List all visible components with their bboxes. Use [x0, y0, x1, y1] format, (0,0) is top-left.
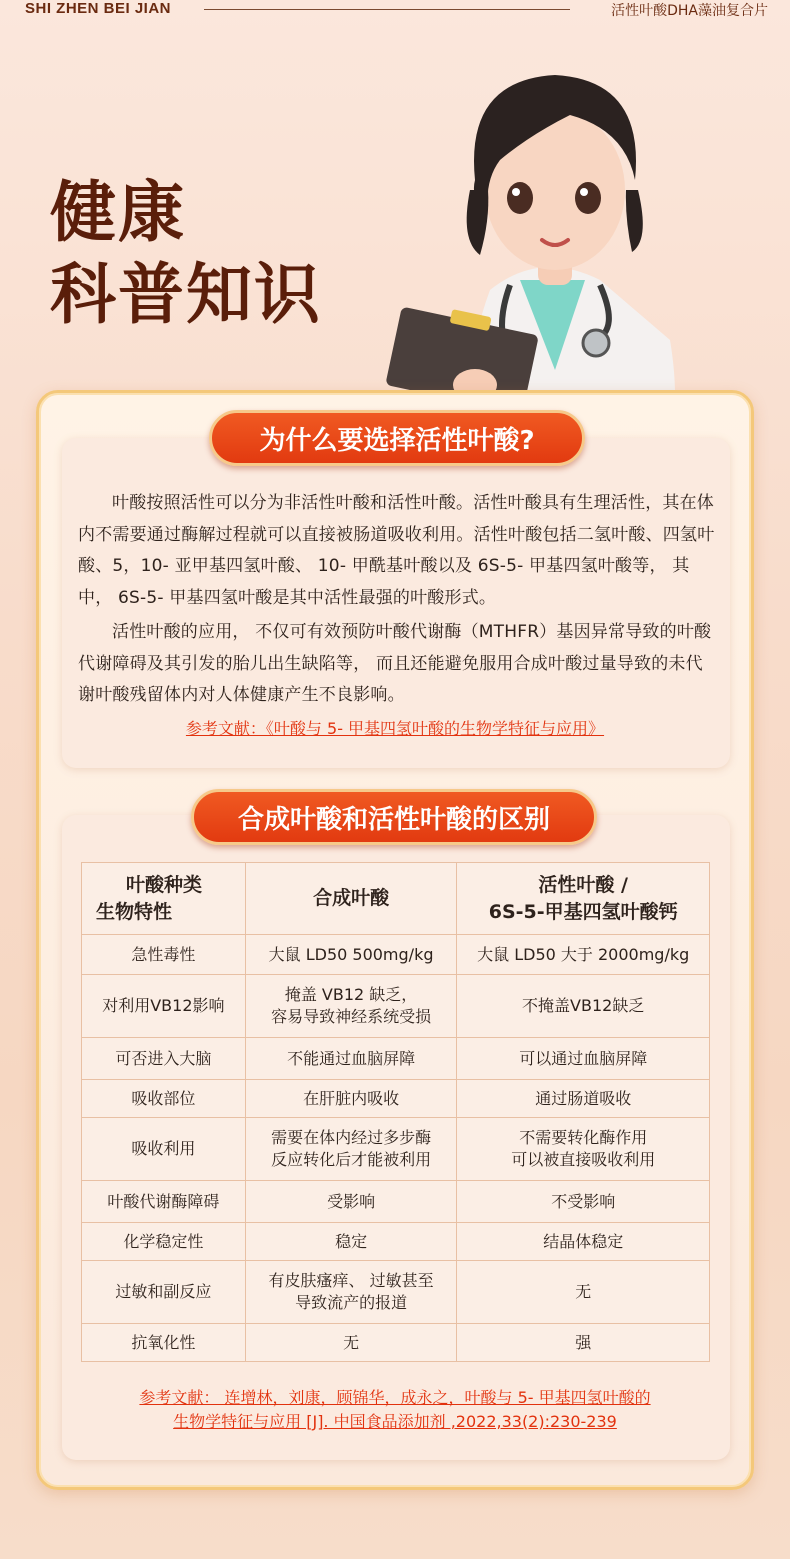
synthetic-cell	[245, 1223, 457, 1261]
active-cell	[457, 1181, 710, 1223]
table-row	[82, 935, 710, 975]
table-row	[82, 1038, 710, 1080]
section1-reference: 参考文献：《叶酸与 5- 甲基四氢叶酸的生物学特征与应用》	[185, 719, 605, 738]
active-cell-line1: 大鼠 LD50 大于 2000mg/kg	[477, 944, 690, 964]
synthetic-cell	[245, 1080, 457, 1118]
active-cell	[457, 1223, 710, 1261]
header-divider	[204, 9, 570, 10]
active-cell-line1: 不需要转化酶作用	[519, 1128, 648, 1147]
feature-cell: 吸收利用	[82, 1118, 246, 1181]
feature-cell: 急性毒性	[82, 935, 246, 975]
synthetic-cell-line1: 需要在体内经过多步酶	[271, 1128, 432, 1147]
section2-heading: 合成叶酸和活性叶酸的区别	[191, 789, 597, 845]
feature-cell: 叶酸代谢酶障碍	[82, 1181, 246, 1223]
product-name: 活性叶酸DHA藻油复合片	[611, 3, 768, 19]
synthetic-cell	[245, 1261, 457, 1324]
table-row	[82, 975, 710, 1038]
active-header-line2: 6S-5-甲基四氢叶酸钙	[488, 900, 678, 923]
synthetic-header: 合成叶酸	[245, 863, 457, 935]
active-cell-line1: 不受影响	[551, 1191, 616, 1211]
section1-paragraph1: 叶酸按照活性可以分为非活性叶酸和活性叶酸。活性叶酸具有生理活性，其在体内不需要通过酶解过程就可以直接被肠道吸收利用。活性叶酸包括二氢叶酸、四氢叶酸、5，10- 亚甲基四氢叶酸、 10- 甲酰基叶酸以及 6S-5- 甲基四氢叶酸等， 其中， 6S-5- 甲基四氢叶酸是其中活性最强的叶酸形式。	[78, 493, 715, 608]
active-cell-line1: 无	[575, 1282, 592, 1301]
synthetic-cell	[245, 1118, 457, 1181]
doctor-illustration	[370, 40, 710, 440]
feature-cell: 过敏和副反应	[82, 1261, 246, 1324]
active-header-line1: 活性叶酸 /	[538, 873, 628, 896]
synthetic-cell-line2: 反应转化后才能被利用	[271, 1150, 432, 1169]
synthetic-cell-line1: 有皮肤瘙痒、 过敏甚至	[268, 1271, 434, 1290]
header-bar	[0, 0, 790, 22]
section1-paragraph2: 活性叶酸的应用， 不仅可有效预防叶酸代谢酶（MTHFR）基因异常导致的叶酸代谢障碍及其引发的胎儿出生缺陷等， 而且还能避免服用合成叶酸过量导致的未代谢叶酸残留体内对人体健康产生不良影响。	[78, 622, 712, 705]
active-cell	[457, 1080, 710, 1118]
active-cell	[457, 1261, 710, 1324]
feature-cell: 吸收部位	[82, 1080, 246, 1118]
table-row	[82, 1261, 710, 1324]
active-header	[457, 863, 710, 935]
corner-line1: 叶酸种类	[126, 873, 203, 896]
brand-name: SHI ZHEN BEI JIAN	[25, 0, 172, 17]
feature-cell: 抗氧化性	[82, 1324, 246, 1362]
active-cell	[457, 975, 710, 1038]
table-corner-header	[82, 863, 246, 935]
table-row	[82, 1223, 710, 1261]
section2-reference	[0, 1386, 790, 1434]
feature-cell: 可否进入大脑	[82, 1038, 246, 1080]
active-cell	[457, 1118, 710, 1181]
synthetic-cell	[245, 935, 457, 975]
synthetic-cell-line2: 导致流产的报道	[295, 1293, 408, 1312]
synthetic-cell-line1: 稳定	[335, 1231, 368, 1251]
synthetic-cell-line1: 受影响	[327, 1191, 376, 1211]
hero-title-line2: 科普知识	[50, 256, 322, 333]
synthetic-cell-line2: 容易导致神经系统受损	[271, 1007, 432, 1026]
section1-heading: 为什么要选择活性叶酸?	[209, 410, 585, 466]
synthetic-cell-line1: 大鼠 LD50 500mg/kg	[268, 944, 434, 964]
synthetic-cell	[245, 1324, 457, 1362]
active-cell-line1: 结晶体稳定	[543, 1231, 624, 1251]
active-cell-line1: 不掩盖VB12缺乏	[522, 996, 645, 1015]
table-row	[82, 1118, 710, 1181]
synthetic-cell	[245, 1181, 457, 1223]
corner-line2: 生物特性	[96, 900, 173, 923]
feature-cell: 化学稳定性	[82, 1223, 246, 1261]
synthetic-cell-line1: 不能通过血脑屏障	[287, 1048, 416, 1068]
section2-reference-line1: 参考文献： 连增林，刘康，顾锦华，成永之，叶酸与 5- 甲基四氢叶酸的	[139, 1388, 651, 1407]
active-cell-line1: 强	[575, 1332, 592, 1352]
active-cell-line2: 可以被直接吸收利用	[511, 1150, 656, 1169]
synthetic-cell	[245, 1038, 457, 1080]
active-cell-line1: 可以通过血脑屏障	[519, 1048, 648, 1068]
comparison-table	[81, 862, 710, 1362]
hero-title-line1: 健康	[50, 174, 186, 251]
synthetic-cell-line1: 在肝脏内吸收	[303, 1088, 400, 1108]
active-cell	[457, 1324, 710, 1362]
synthetic-cell-line1: 无	[343, 1332, 360, 1352]
active-cell	[457, 935, 710, 975]
table-row	[82, 1181, 710, 1223]
table-row	[82, 1324, 710, 1362]
synthetic-cell	[245, 975, 457, 1038]
active-cell-line1: 通过肠道吸收	[535, 1088, 632, 1108]
table-header-row	[82, 863, 710, 935]
synthetic-cell-line1: 掩盖 VB12 缺乏，	[284, 985, 418, 1004]
feature-cell: 对利用VB12影响	[82, 975, 246, 1038]
active-cell	[457, 1038, 710, 1080]
section2-reference-line2: 生物学特征与应用 [J]. 中国食品添加剂 ,2022,33(2):230-239	[173, 1412, 617, 1431]
hero-title	[50, 172, 322, 336]
table-row	[82, 1080, 710, 1118]
